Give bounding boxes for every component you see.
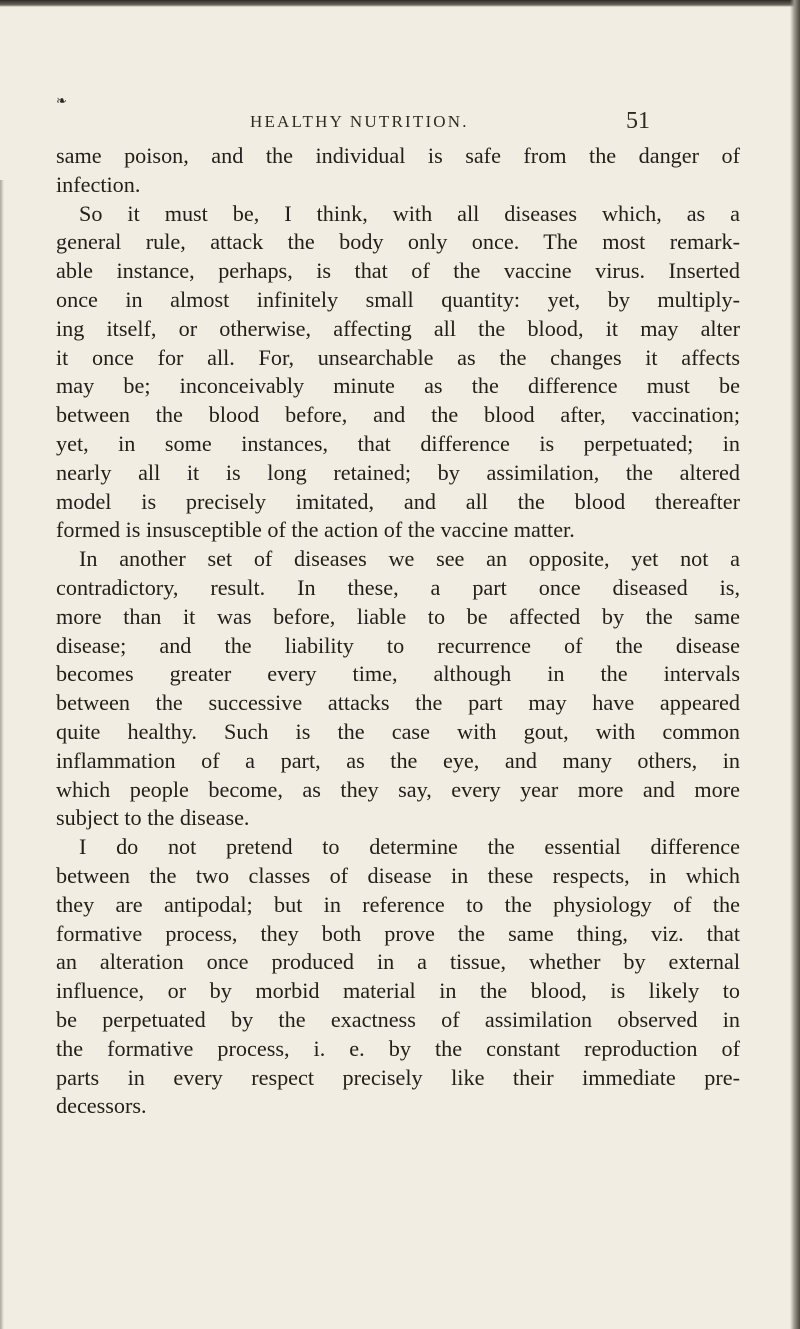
text-line: parts in every respect precisely like their immediate pre- [56,1064,740,1090]
text-line: yet, in some instances, that difference is perpetuated; in [56,430,740,456]
text-line: formed is insusceptible of the action of the vaccine matter. [56,517,575,543]
text-line: between the successive attacks the part may have appeared [56,690,740,716]
printer-mark: ❧ [56,94,67,109]
text-line: more than it was before, liable to be affected by the same [56,603,740,629]
text-line: they are antipodal; but in reference to the physiology of the [56,891,740,917]
text-line: nearly all it is long retained; by assimilation, the altered [56,459,740,485]
text-line: between the two classes of disease in these respects, in which [56,862,740,888]
text-line: ing itself, or otherwise, affecting all the blood, it may alter [56,315,740,341]
text-line: model is precisely imitated, and all the blood thereafter [56,488,740,514]
paragraph-start-line: I do not pretend to determine the essential difference [79,834,740,860]
text-line: quite healthy. Such is the case with gout, with common [56,718,740,744]
page-left-edge [0,180,4,1329]
text-line: same poison, and the individual is safe from the danger of [56,143,740,168]
text-line: which people become, as they say, every year more and more [56,776,740,802]
text-line: able instance, perhaps, is that of the vaccine virus. Inserted [56,258,740,284]
text-line: becomes greater every time, although in the intervals [56,661,740,687]
text-line: the formative process, i. e. by the constant reproduction of [56,1035,740,1061]
text-line: contradictory, result. In these, a part once diseased is, [56,574,740,600]
text-line: an alteration once produced in a tissue, whether by external [56,949,740,975]
page-number: 51 [626,108,650,134]
text-line: between the blood before, and the blood after, vaccination; [56,402,740,428]
text-line: infection. [56,171,141,197]
text-line: it once for all. For, unsearchable as the changes it affects [56,344,740,370]
text-line: decessors. [56,1093,147,1119]
text-line: disease; and the liability to recurrence of the disease [56,632,740,658]
paragraph-start-line: So it must be, I think, with all diseases which, as a [79,200,740,226]
running-title: HEALTHY NUTRITION. [250,112,469,131]
body-text [56,142,740,1121]
text-line: once in almost infinitely small quantity: yet, by multiply- [56,286,740,312]
text-line: formative process, they both prove the same thing, viz. that [56,920,740,946]
running-head [0,108,800,132]
paragraph-start-line: In another set of diseases we see an opposite, yet not a [79,546,740,572]
text-line: may be; inconceivably minute as the difference must be [56,373,740,399]
text-line: influence, or by morbid material in the blood, is likely to [56,978,740,1004]
page-top-shadow [0,0,800,7]
page-right-edge [790,0,800,1329]
text-line: inflammation of a part, as the eye, and many others, in [56,747,740,773]
text-line: be perpetuated by the exactness of assimilation observed in [56,1006,740,1032]
text-line: subject to the disease. [56,805,250,831]
text-line: general rule, attack the body only once. The most remark- [56,229,740,255]
